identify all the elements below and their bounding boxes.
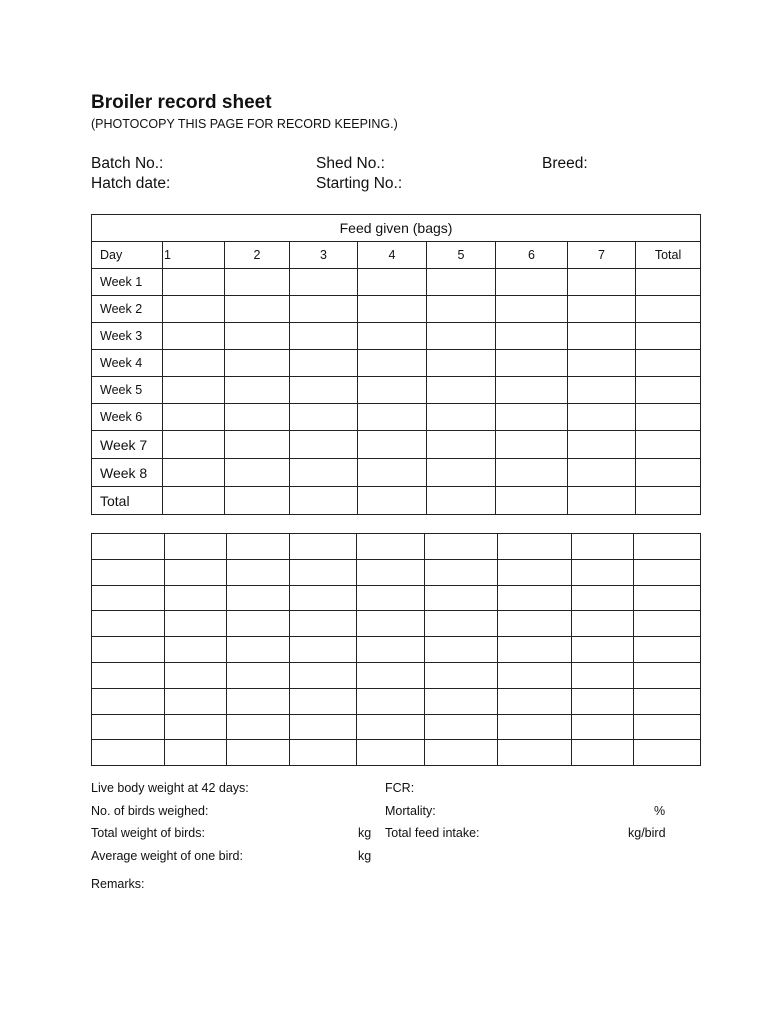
table-cell — [498, 662, 572, 688]
column-header-day-3: 3 — [290, 242, 358, 269]
table-cell — [568, 459, 636, 487]
column-header-total: Total — [636, 242, 701, 269]
column-header-day-2: 2 — [225, 242, 290, 269]
table-cell — [290, 637, 357, 663]
table-cell — [634, 534, 701, 560]
feed-table — [91, 214, 701, 515]
table-cell — [357, 662, 425, 688]
table-cell — [358, 269, 427, 296]
table-cell — [427, 350, 496, 377]
table-row — [92, 323, 701, 350]
page-title: Broiler record sheet — [91, 92, 272, 113]
table-cell — [572, 662, 634, 688]
table-cell — [165, 662, 227, 688]
table-cell — [357, 559, 425, 585]
column-header-day: Day — [92, 242, 163, 269]
mortality-unit: % — [654, 804, 666, 818]
mortality-label: Mortality: — [385, 804, 436, 818]
table-cell — [227, 559, 290, 585]
table-cell — [165, 559, 227, 585]
table-cell — [425, 611, 498, 637]
table-cell — [165, 637, 227, 663]
table-cell — [357, 714, 425, 740]
table-cell — [636, 431, 701, 459]
table-cell — [163, 404, 225, 431]
table-cell — [290, 404, 358, 431]
table-cell — [498, 714, 572, 740]
table-cell — [225, 296, 290, 323]
table-cell — [498, 688, 572, 714]
table-cell — [568, 323, 636, 350]
table-cell — [92, 662, 165, 688]
table-cell — [290, 585, 357, 611]
table-cell — [636, 269, 701, 296]
total-weight-unit: kg — [358, 826, 372, 840]
table-cell — [290, 662, 357, 688]
table-cell — [498, 611, 572, 637]
table-row — [92, 740, 701, 766]
table-cell — [427, 431, 496, 459]
column-header-day-4: 4 — [358, 242, 427, 269]
table-row — [92, 714, 701, 740]
table-row — [92, 637, 701, 663]
table-cell — [92, 534, 165, 560]
table-cell — [568, 487, 636, 515]
table-cell — [636, 296, 701, 323]
batch-no-label: Batch No.: — [91, 155, 164, 172]
table-cell — [290, 740, 357, 766]
table-cell — [572, 740, 634, 766]
table-cell — [572, 559, 634, 585]
table-cell — [572, 714, 634, 740]
table-cell — [227, 714, 290, 740]
table-cell — [358, 350, 427, 377]
table-cell — [227, 611, 290, 637]
table-cell — [92, 714, 165, 740]
row-label-week-3: Week 3 — [92, 323, 163, 350]
table-row — [92, 688, 701, 714]
table-cell — [496, 296, 568, 323]
table-cell — [496, 377, 568, 404]
table-row — [92, 350, 701, 377]
table-cell — [425, 714, 498, 740]
table-cell — [92, 559, 165, 585]
table-cell — [165, 611, 227, 637]
table-cell — [568, 269, 636, 296]
row-label-week-2: Week 2 — [92, 296, 163, 323]
table-cell — [427, 269, 496, 296]
table-cell — [636, 459, 701, 487]
table-cell — [427, 323, 496, 350]
table-cell — [634, 611, 701, 637]
table-cell — [163, 350, 225, 377]
table-cell — [290, 611, 357, 637]
table-cell — [568, 377, 636, 404]
table-cell — [290, 350, 358, 377]
table-cell — [496, 404, 568, 431]
table-cell — [427, 459, 496, 487]
row-label-week-7: Week 7 — [92, 431, 163, 459]
fcr-label: FCR: — [385, 781, 415, 795]
table-cell — [427, 487, 496, 515]
table-cell — [634, 585, 701, 611]
table-cell — [290, 459, 358, 487]
table-cell — [425, 740, 498, 766]
table-cell — [290, 559, 357, 585]
table-cell — [163, 431, 225, 459]
table-row — [92, 611, 701, 637]
table-cell — [572, 611, 634, 637]
breed-label: Breed: — [542, 155, 588, 172]
table-cell — [636, 404, 701, 431]
table-cell — [427, 404, 496, 431]
row-label-week-1: Week 1 — [92, 269, 163, 296]
table-row — [92, 296, 701, 323]
column-header-day-6: 6 — [496, 242, 568, 269]
table-cell — [357, 585, 425, 611]
table-cell — [425, 534, 498, 560]
table-cell — [163, 459, 225, 487]
table-cell — [290, 296, 358, 323]
table-cell — [163, 377, 225, 404]
table-cell — [225, 431, 290, 459]
table-cell — [357, 611, 425, 637]
table-cell — [92, 688, 165, 714]
table-cell — [92, 637, 165, 663]
table-cell — [225, 487, 290, 515]
table-cell — [357, 534, 425, 560]
table-cell — [496, 487, 568, 515]
table-row — [92, 559, 701, 585]
table-cell — [92, 585, 165, 611]
row-label-week-6: Week 6 — [92, 404, 163, 431]
table-cell — [225, 269, 290, 296]
table-cell — [498, 559, 572, 585]
table-cell — [225, 459, 290, 487]
table-cell — [572, 585, 634, 611]
table-cell — [358, 487, 427, 515]
row-label-total: Total — [92, 487, 163, 515]
column-header-day-7: 7 — [568, 242, 636, 269]
average-weight-unit: kg — [358, 849, 372, 863]
table-cell — [498, 534, 572, 560]
table-cell — [496, 350, 568, 377]
table-cell — [498, 585, 572, 611]
total-weight-label: Total weight of birds: — [91, 826, 205, 840]
table-cell — [568, 404, 636, 431]
table-cell — [357, 740, 425, 766]
table-cell — [163, 323, 225, 350]
table-cell — [425, 688, 498, 714]
table-cell — [498, 740, 572, 766]
table-row — [92, 585, 701, 611]
table-row — [92, 459, 701, 487]
table-cell — [357, 637, 425, 663]
feed-table-caption: Feed given (bags) — [92, 215, 701, 242]
table-cell — [568, 431, 636, 459]
row-label-week-4: Week 4 — [92, 350, 163, 377]
column-header-day-5: 5 — [427, 242, 496, 269]
table-cell — [227, 585, 290, 611]
table-cell — [358, 404, 427, 431]
table-cell — [92, 740, 165, 766]
table-cell — [163, 487, 225, 515]
table-cell — [572, 534, 634, 560]
table-cell — [634, 637, 701, 663]
table-cell — [227, 637, 290, 663]
table-cell — [165, 585, 227, 611]
table-cell — [572, 637, 634, 663]
table-cell — [225, 323, 290, 350]
table-cell — [358, 431, 427, 459]
table-cell — [225, 350, 290, 377]
table-cell — [568, 296, 636, 323]
table-cell — [636, 350, 701, 377]
table-cell — [636, 323, 701, 350]
hatch-date-label: Hatch date: — [91, 175, 171, 192]
table-cell — [634, 688, 701, 714]
table-cell — [163, 296, 225, 323]
table-cell — [290, 431, 358, 459]
table-cell — [165, 534, 227, 560]
table-cell — [225, 404, 290, 431]
table-cell — [227, 740, 290, 766]
table-row — [92, 431, 701, 459]
table-row — [92, 487, 701, 515]
table-cell — [165, 740, 227, 766]
row-label-week-8: Week 8 — [92, 459, 163, 487]
table-cell — [636, 487, 701, 515]
blank-record-table — [91, 533, 701, 766]
table-cell — [496, 323, 568, 350]
table-row — [92, 534, 701, 560]
table-row — [92, 377, 701, 404]
table-cell — [496, 269, 568, 296]
table-cell — [427, 377, 496, 404]
table-cell — [636, 377, 701, 404]
table-cell — [358, 377, 427, 404]
table-cell — [290, 534, 357, 560]
live-body-weight-label: Live body weight at 42 days: — [91, 781, 249, 795]
total-feed-intake-unit: kg/bird — [628, 826, 666, 840]
table-cell — [427, 296, 496, 323]
starting-no-label: Starting No.: — [316, 175, 403, 192]
table-cell — [425, 559, 498, 585]
table-cell — [496, 459, 568, 487]
table-row — [92, 404, 701, 431]
table-cell — [358, 296, 427, 323]
table-cell — [357, 688, 425, 714]
table-cell — [290, 323, 358, 350]
remarks-label: Remarks: — [91, 877, 145, 891]
column-header-day-1: 1 — [163, 242, 225, 269]
table-row — [92, 662, 701, 688]
table-cell — [498, 637, 572, 663]
birds-weighed-label: No. of birds weighed: — [91, 804, 209, 818]
table-cell — [568, 350, 636, 377]
table-cell — [290, 688, 357, 714]
table-row — [92, 269, 701, 296]
table-cell — [425, 585, 498, 611]
average-weight-label: Average weight of one bird: — [91, 849, 243, 863]
table-cell — [358, 323, 427, 350]
table-cell — [227, 662, 290, 688]
table-cell — [290, 714, 357, 740]
table-cell — [163, 269, 225, 296]
total-feed-intake-label: Total feed intake: — [385, 826, 480, 840]
table-cell — [290, 377, 358, 404]
table-cell — [165, 714, 227, 740]
table-cell — [634, 559, 701, 585]
page-subtitle: (PHOTOCOPY THIS PAGE FOR RECORD KEEPING.) — [91, 117, 398, 131]
table-cell — [425, 637, 498, 663]
shed-no-label: Shed No.: — [316, 155, 385, 172]
table-cell — [425, 662, 498, 688]
table-cell — [227, 688, 290, 714]
table-cell — [290, 269, 358, 296]
table-cell — [227, 534, 290, 560]
table-cell — [358, 459, 427, 487]
table-cell — [92, 611, 165, 637]
table-cell — [634, 740, 701, 766]
table-cell — [634, 714, 701, 740]
table-cell — [165, 688, 227, 714]
table-cell — [290, 487, 358, 515]
table-cell — [496, 431, 568, 459]
table-cell — [225, 377, 290, 404]
table-cell — [634, 662, 701, 688]
row-label-week-5: Week 5 — [92, 377, 163, 404]
table-cell — [572, 688, 634, 714]
